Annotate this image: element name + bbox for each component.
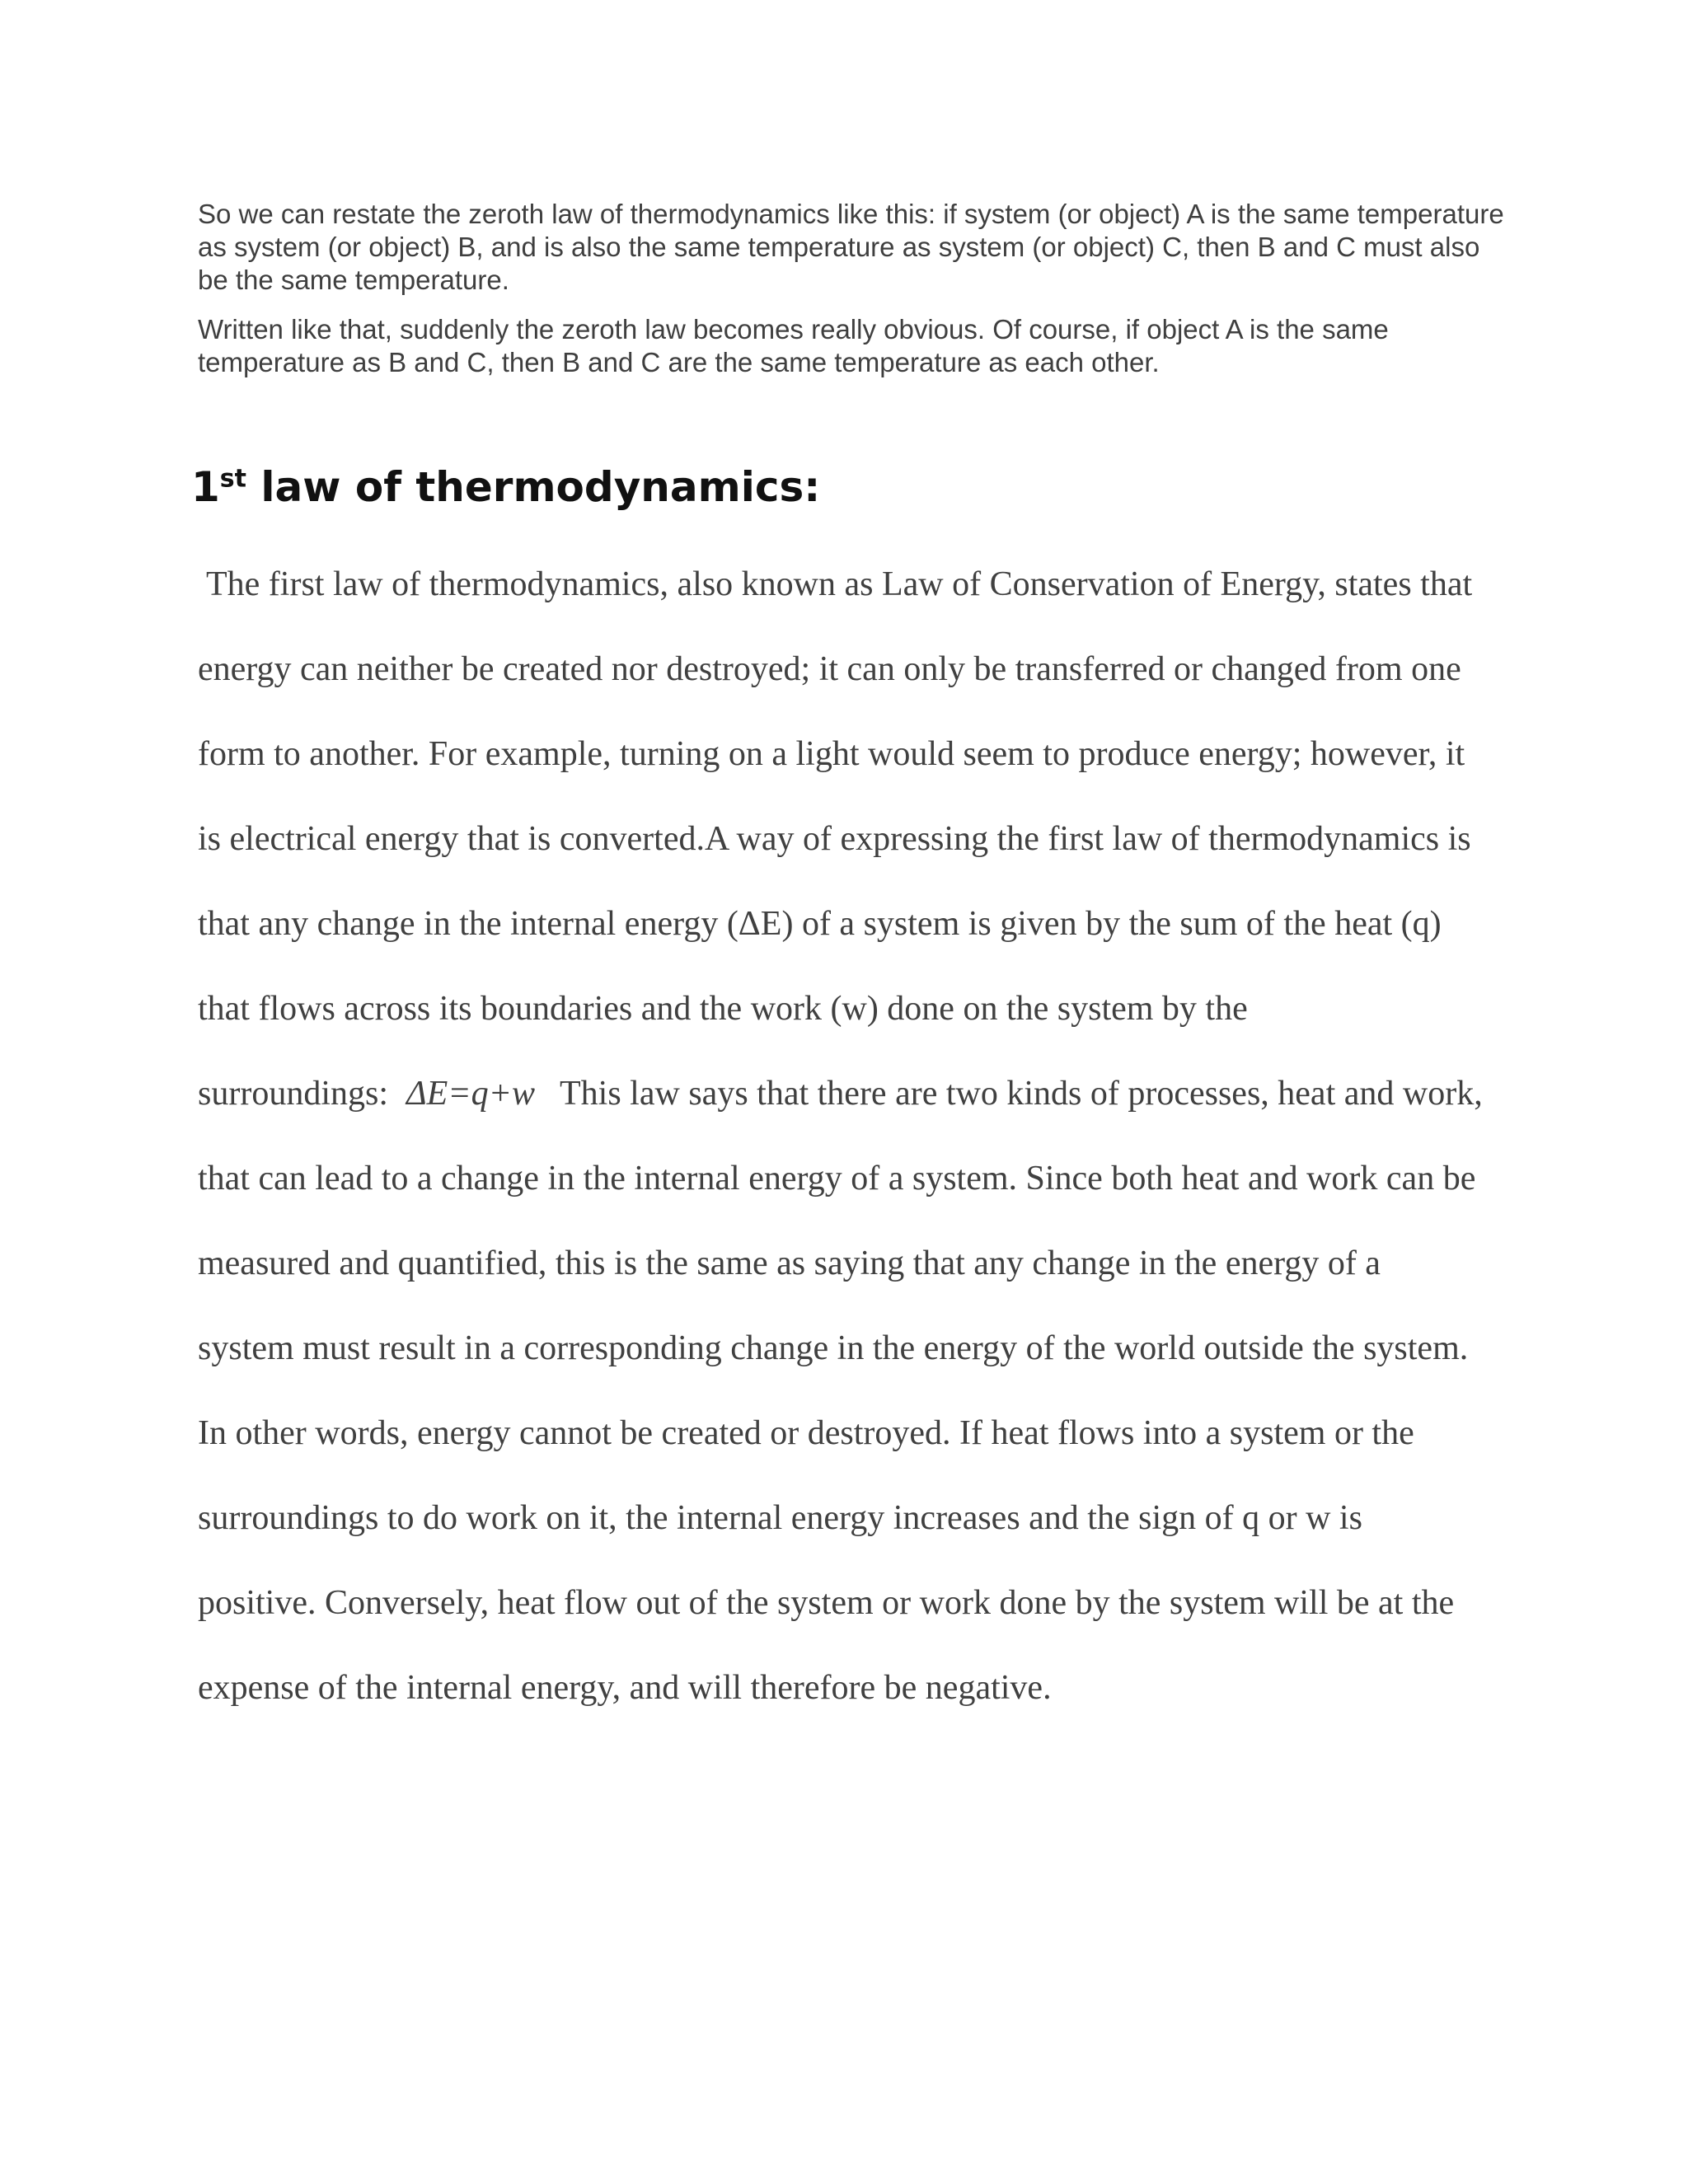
heading-number: 1 (191, 463, 220, 511)
text-after-formula: This law says that there are two kinds of processes, heat and work, that can lead to a change in the internal energy of a system. Since both heat and work can be measured and quantified, this is the same as saying that any change in the energy of a system must result in a corresponding change in the energy of the world outside the system. In other words, energy cannot be created or destroyed. If heat flows into a system or the surroundings to do work on it, the internal energy increases and the sign of q or w is positive. Conversely, heat flow out of the system or work done by the system will be at the expense of the internal energy, and will therefore be negative. (198, 1075, 1483, 1707)
heading-superscript: st (219, 464, 246, 494)
zeroth-law-obvious-paragraph: Written like that, suddenly the zeroth law becomes really obvious. Of course, if object A is the same temperature as B and C, then B and C are the same temperature as each other. (198, 314, 1389, 377)
energy-formula: ΔE=q+w (406, 1075, 536, 1113)
zeroth-law-restatement-paragraph: So we can restate the zeroth law of thermodynamics like this: if system (or object) A is the same temperature as system (or object) B, and is also the same temperature as system (or object) C, then B and C must also be the same temperature. (198, 199, 1504, 295)
heading-text: law of thermodynamics: (246, 463, 821, 511)
intro-section (198, 198, 1517, 396)
first-law-paragraph (198, 542, 1484, 1731)
text-before-formula: The first law of thermodynamics, also known as Law of Conservation of Energy, states that energy can neither be created nor destroyed; it can only be transferred or changed from one form to another. For example, turning on a light would seem to produce energy; however, it is electrical energy that is converted.A way of expressing the first law of thermodynamics is that any change in the internal energy (ΔE) of a system is given by the sum of the heat (q) that flows across its boundaries and the work (w) done on the system by the surroundings: (198, 565, 1473, 1113)
first-law-heading (191, 458, 820, 516)
